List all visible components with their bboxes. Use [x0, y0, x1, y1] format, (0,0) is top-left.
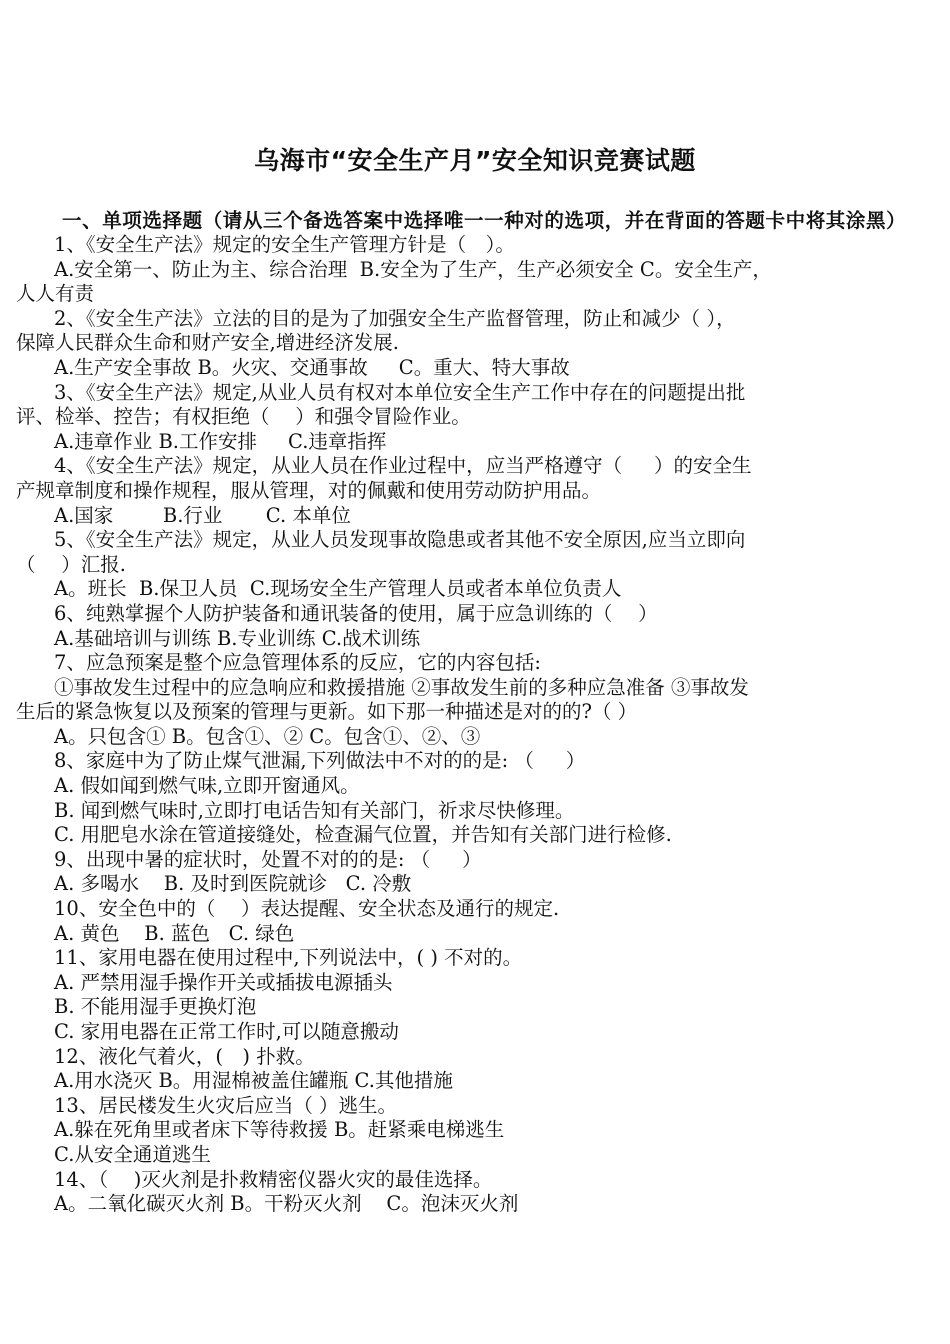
text-line: A. 严禁用湿手操作开关或插拔电源插头 [54, 970, 393, 994]
text-line: A. 多喝水 B. 及时到医院就诊 C. 冷敷 [54, 872, 412, 896]
text-line: 2、《安全生产法》立法的目的是为了加强安全生产监督管理，防止和减少（ ）， [54, 306, 736, 330]
text-line: A.国家 B.行业 C. 本单位 [54, 503, 351, 527]
text-line: C. 家用电器在正常工作时,可以随意搬动 [54, 1020, 399, 1043]
text-line: A。二氧化碳灭火剂 B。干粉灭火剂 C。泡沫灭火剂 [54, 1192, 519, 1216]
text-line: A.基础培训与训练 B.专业训练 C.战术训练 [54, 626, 421, 650]
text-line: A.违章作业 B.工作安排 C.违章指挥 [54, 429, 387, 453]
text-line: A.用水浇灭 B。用湿棉被盖住罐瓶 C.其他措施 [54, 1069, 453, 1093]
text-line: 人人有责 [16, 282, 95, 306]
text-line: 产规章制度和操作规程，服从管理，对的佩戴和使用劳动防护用品。 [16, 478, 602, 502]
text-line: 评、检举、控告；有权拒绝（ ）和强令冒险作业。 [16, 405, 471, 429]
text-line: A. 黄色 B. 蓝色 C. 绿色 [54, 921, 295, 945]
page-title: 乌海市“安全生产月”安全知识竞赛试题 [254, 146, 696, 175]
text-line: A。只包含① B。包含①、② C。包含①、②、③ [54, 724, 481, 748]
text-line: 13、居民楼发生火灾后应当（ ）逃生。 [54, 1093, 398, 1117]
text-line: ①事故发生过程中的应急响应和救援措施 ②事故发生前的多种应急准备 ③事故发 [54, 675, 749, 699]
text-line: 4、《安全生产法》规定，从业人员在作业过程中，应当严格遵守（ ）的安全生 [54, 454, 752, 478]
section-heading: 一、单项选择题（请从三个备选答案中选择唯一一种对的选项，并在背面的答题卡中将其涂黑） [62, 209, 907, 232]
text-line: 1、《安全生产法》规定的安全生产管理方针是（ ）。 [54, 233, 515, 256]
text-line: 8、家庭中为了防止煤气泄漏,下列做法中不对的的是: （ ） [54, 749, 586, 773]
text-line: 6、纯熟掌握个人防护装备和通讯装备的使用，属于应急训练的（ ） [54, 601, 658, 625]
text-line: B. 不能用湿手更换灯泡 [54, 995, 257, 1019]
question-lines [16, 233, 936, 1217]
text-line: A. 假如闻到燃气味,立即开窗通风。 [54, 774, 360, 798]
text-line: A.生产安全事故 B。火灾、交通事故 C。重大、特大事故 [54, 355, 570, 379]
text-line: 9、出现中暑的症状时，处置不对的的是: （ ） [54, 847, 482, 871]
text-line: 11、家用电器在使用过程中,下列说法中，( ) 不对的。 [54, 946, 523, 970]
text-line: （ ）汇报. [16, 552, 126, 576]
question-section [16, 208, 936, 1217]
text-line: 14、（ )灭火剂是扑救精密仪器火灾的最佳选择。 [54, 1167, 493, 1191]
text-line: 5、《安全生产法》规定，从业人员发现事故隐患或者其他不安全原因,应当立即向 [54, 528, 746, 552]
text-line: 10、安全色中的（ ）表达提醒、安全状态及通行的规定. [54, 897, 560, 921]
text-line: A.安全第一、防止为主、综合治理 B.安全为了生产，生产必须安全 C。安全生产， [54, 257, 772, 281]
text-line: A.躲在死角里或者床下等待救援 B。赶紧乘电梯逃生 [54, 1118, 505, 1142]
text-line: 保障人民群众生命和财产安全,增进经济发展. [16, 331, 399, 355]
text-line: B. 闻到燃气味时,立即打电话告知有关部门，祈求尽快修理。 [54, 798, 575, 822]
text-line: 12、液化气着火，( ) 扑救。 [54, 1044, 315, 1068]
text-line: C.从安全通道逃生 [54, 1142, 211, 1166]
text-line: 3、《安全生产法》规定,从业人员有权对本单位安全生产工作中存在的问题提出批 [54, 380, 746, 404]
text-line: A。班长 B.保卫人员 C.现场安全生产管理人员或者本单位负责人 [54, 577, 622, 601]
text-line: 7、应急预案是整个应急管理体系的反应，它的内容包括: [54, 651, 541, 675]
text-line: C. 用肥皂水涂在管道接缝处，检查漏气位置，并告知有关部门进行检修. [54, 823, 672, 847]
text-line: 生后的紧急恢复以及预案的管理与更新。如下那一种描述是对的的?（ ） [16, 700, 638, 724]
